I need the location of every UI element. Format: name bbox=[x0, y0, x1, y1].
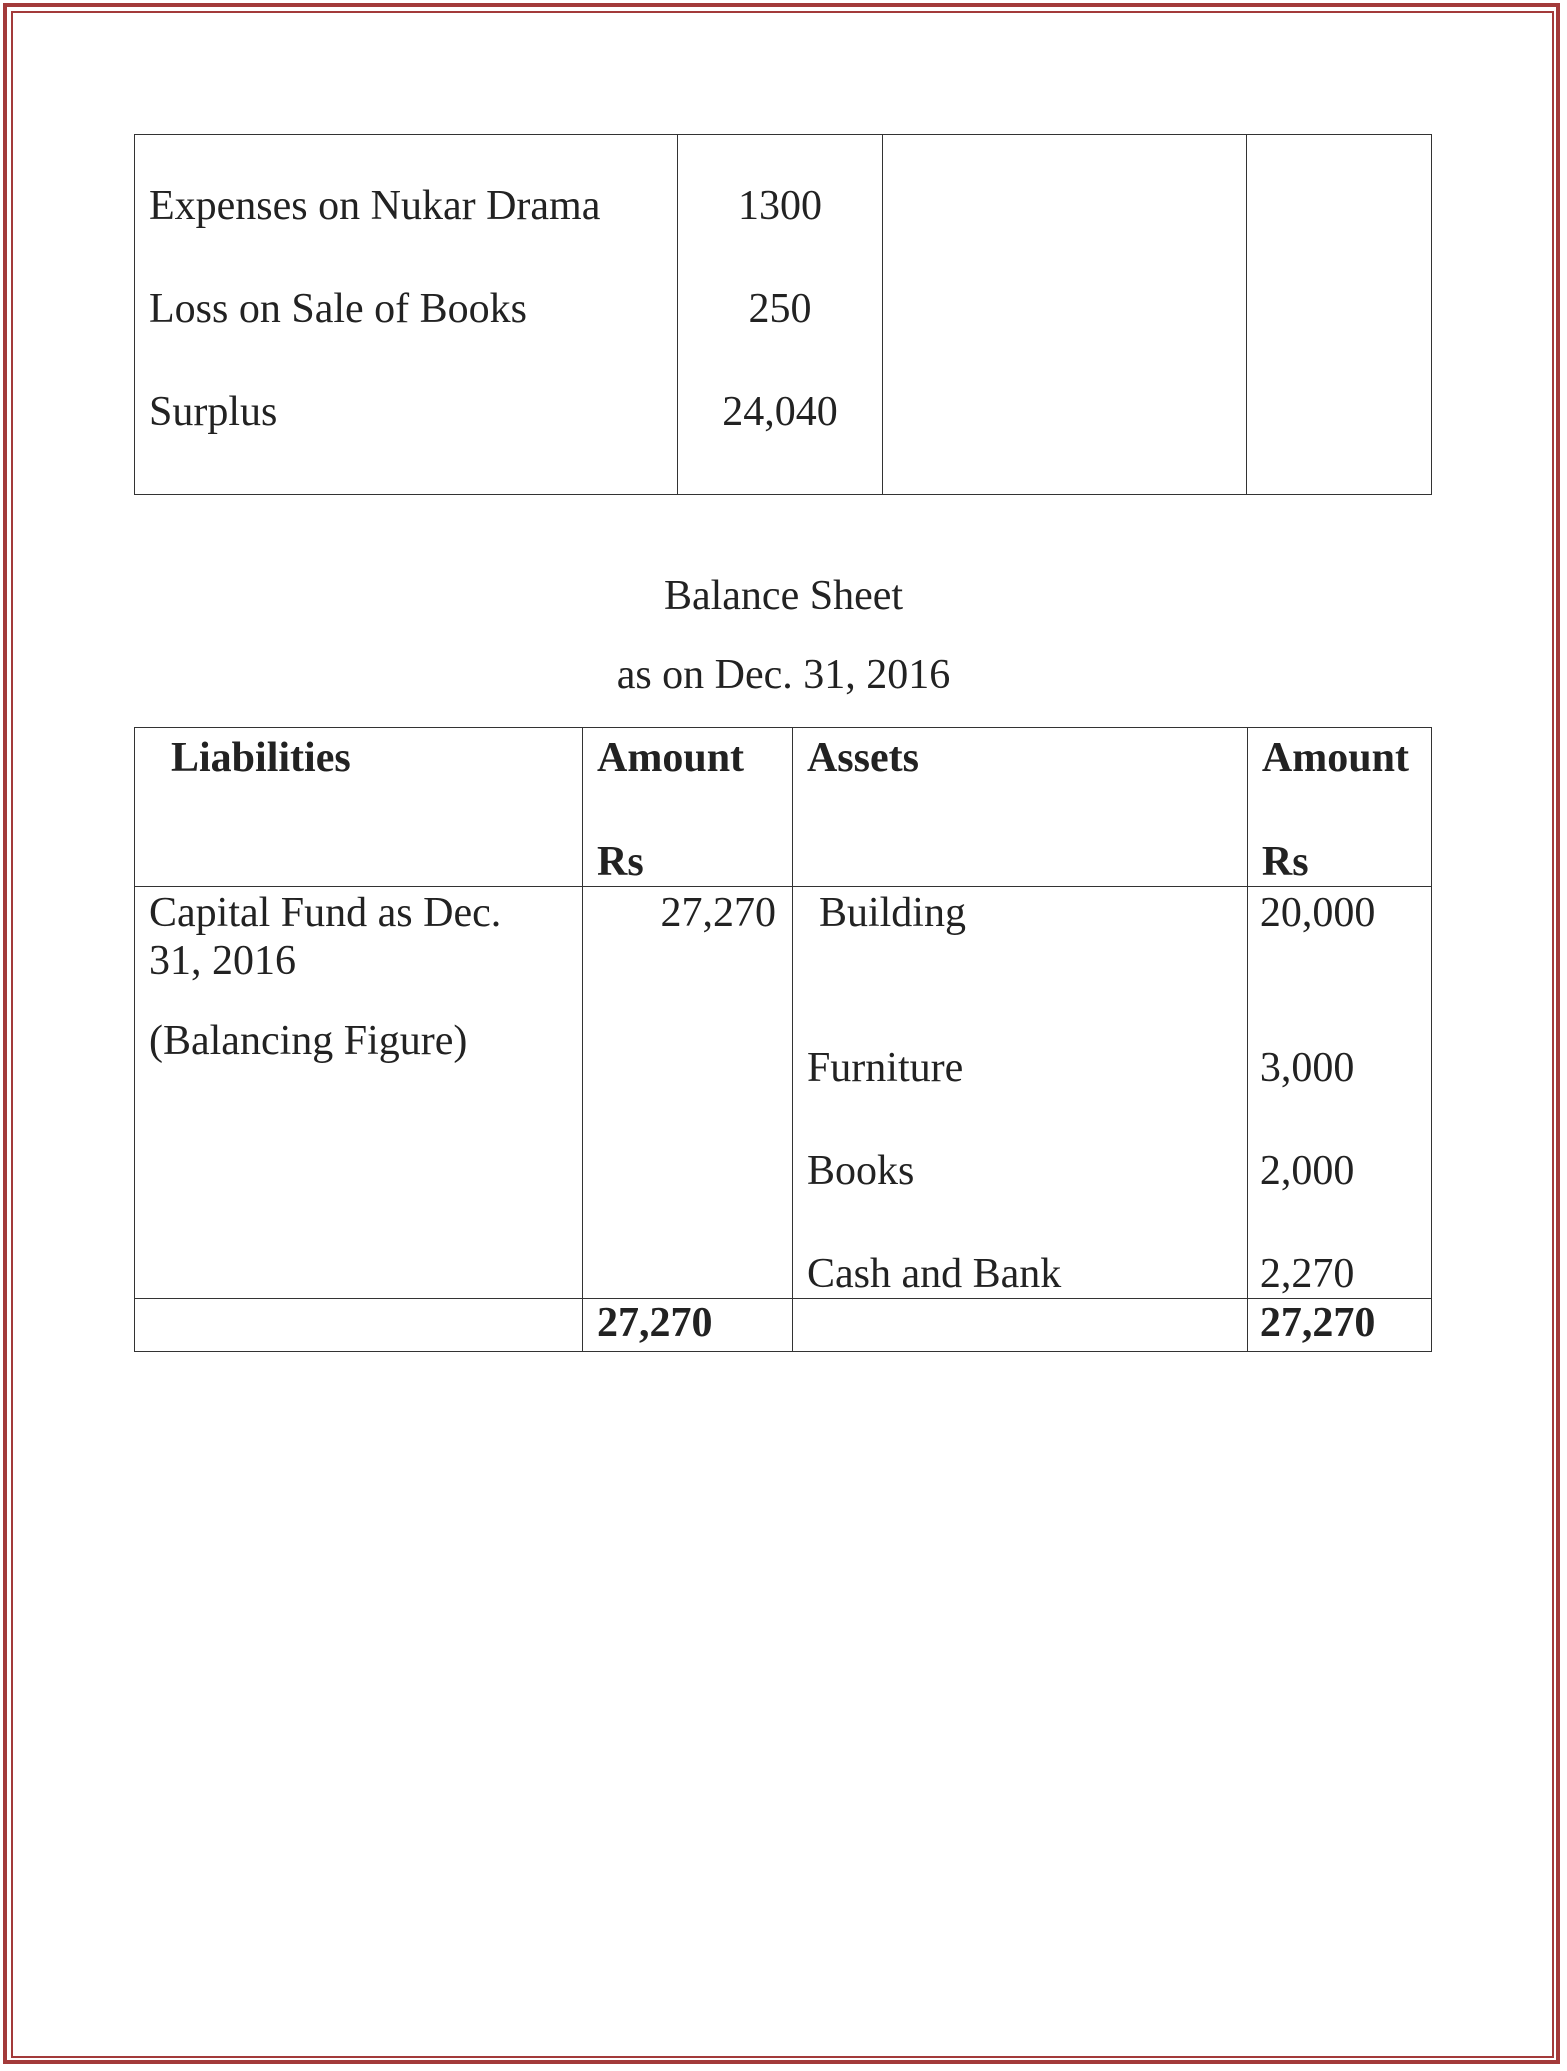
amount-label: Amount bbox=[597, 735, 745, 781]
liabilities-cell bbox=[135, 887, 583, 1299]
liabilities-amount: 27,270 bbox=[583, 887, 793, 1299]
asset-amount: 2,000 bbox=[1259, 1148, 1355, 1194]
asset-label: Furniture bbox=[806, 1045, 964, 1091]
amount-header-left bbox=[583, 728, 793, 887]
row-amount: 1300 bbox=[737, 183, 822, 229]
table-row bbox=[135, 887, 1432, 1299]
balance-sheet-table bbox=[134, 727, 1432, 1352]
assets-header: Assets bbox=[792, 728, 1247, 887]
balance-sheet-date: as on Dec. 31, 2016 bbox=[616, 652, 951, 698]
particulars-column bbox=[135, 135, 678, 495]
totals-blank-left bbox=[135, 1299, 583, 1352]
totals-blank-right bbox=[792, 1299, 1247, 1352]
asset-amount: 3,000 bbox=[1259, 1045, 1355, 1091]
amount-header-right bbox=[1247, 728, 1431, 887]
amount-label: Amount bbox=[1261, 735, 1409, 781]
currency-label: Rs bbox=[597, 839, 644, 885]
row-amount: 250 bbox=[748, 286, 812, 332]
row-label: Surplus bbox=[149, 389, 278, 435]
amount-column bbox=[677, 135, 883, 495]
assets-cell bbox=[792, 887, 1247, 1299]
capital-fund-line2: 31, 2016 bbox=[149, 938, 296, 984]
asset-label: Books bbox=[806, 1148, 915, 1194]
income-expenditure-table bbox=[134, 134, 1432, 495]
header-row bbox=[135, 728, 1432, 887]
asset-amount: 2,270 bbox=[1259, 1251, 1355, 1297]
capital-fund-line1: Capital Fund as Dec. bbox=[149, 890, 502, 936]
row-label: Loss on Sale of Books bbox=[149, 286, 527, 332]
asset-label: Building bbox=[818, 890, 966, 936]
totals-row bbox=[135, 1299, 1432, 1352]
table-row bbox=[135, 135, 1432, 495]
row-label: Expenses on Nukar Drama bbox=[149, 183, 601, 229]
liabilities-header: Liabilities bbox=[135, 728, 583, 887]
liabilities-total: 27,270 bbox=[583, 1299, 793, 1352]
balance-sheet-title: Balance Sheet bbox=[663, 573, 904, 619]
assets-total: 27,270 bbox=[1247, 1299, 1431, 1352]
currency-label: Rs bbox=[1261, 839, 1309, 885]
row-amount: 24,040 bbox=[722, 389, 838, 435]
balancing-figure-note: (Balancing Figure) bbox=[149, 1018, 468, 1064]
asset-label: Cash and Bank bbox=[806, 1251, 1062, 1297]
income-amount-column bbox=[1246, 135, 1431, 495]
income-particulars-column bbox=[883, 135, 1246, 495]
assets-amount-cell bbox=[1247, 887, 1431, 1299]
asset-amount: 20,000 bbox=[1259, 890, 1376, 936]
